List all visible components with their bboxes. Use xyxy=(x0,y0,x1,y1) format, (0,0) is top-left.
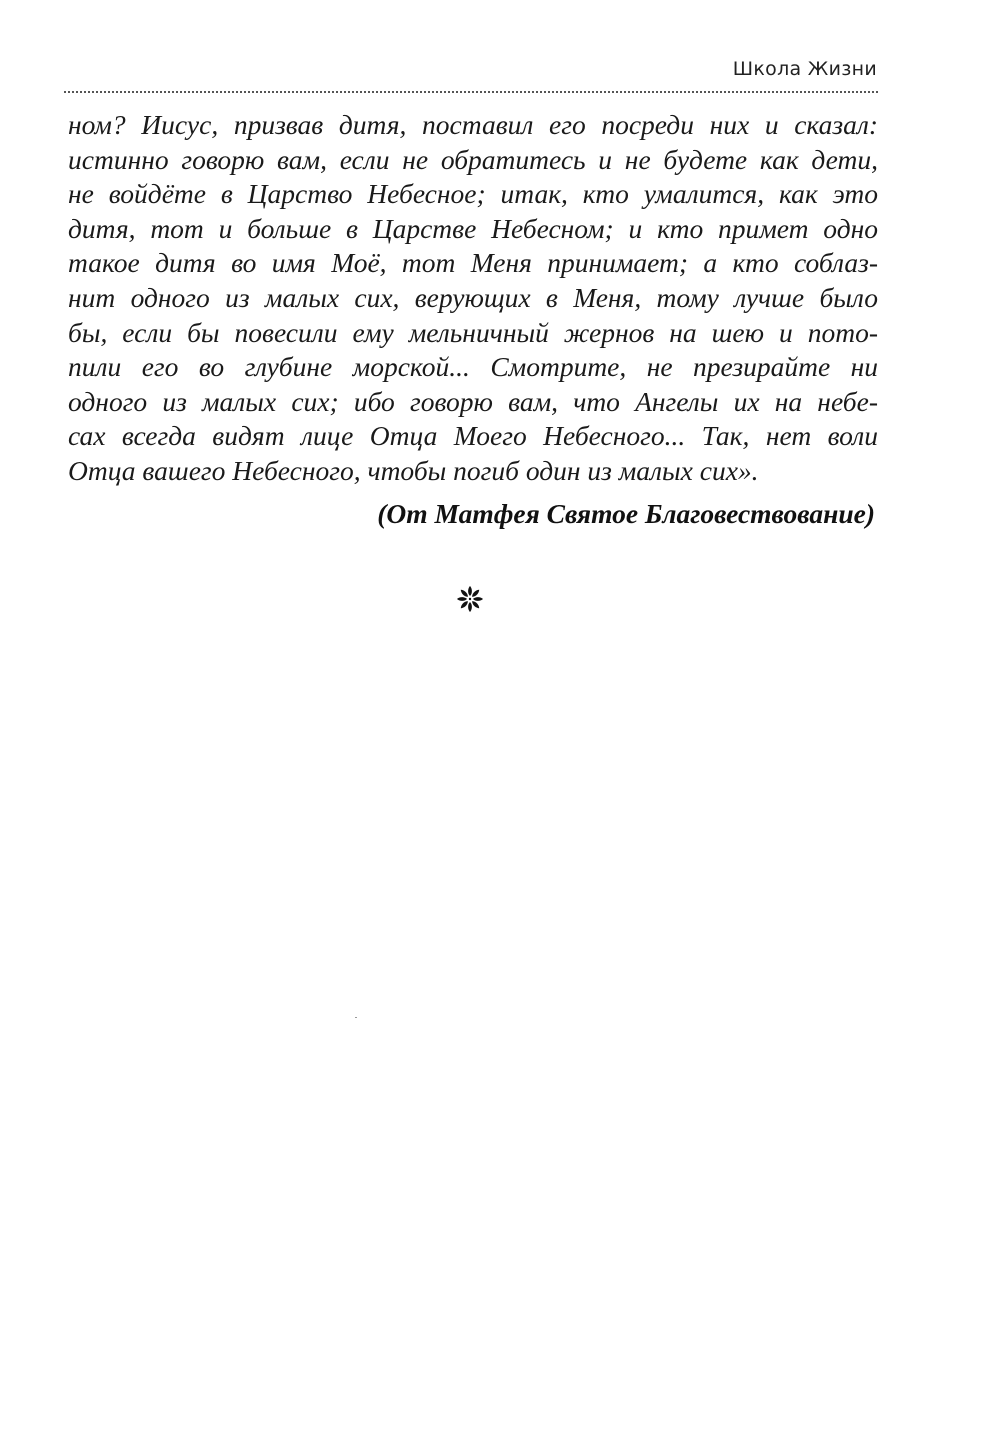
scripture-text xyxy=(68,108,878,489)
text-line: Отца вашего Небесного, чтобы погиб один из малых сих». xyxy=(68,454,759,486)
citation: (От Матфея Святое Благовествование) xyxy=(377,498,875,529)
text-line: такое дитя во имя Моё, тот Меня принимает; а кто соблаз- xyxy=(68,247,878,279)
text-line: дитя, тот и больше в Царстве Небесном; и кто примет одно xyxy=(68,212,878,244)
header-title: Школа Жизни xyxy=(732,58,877,80)
text-line: пили его во глубине морской... Смотрите, не презирайте ни xyxy=(68,351,878,383)
text-line: бы, если бы повесили ему мельничный жернов на шею и пото- xyxy=(68,316,878,348)
text-line: истинно говорю вам, если не обратитесь и не будете как дети, xyxy=(68,143,878,175)
text-line: одного из малых сих; ибо говорю вам, что Ангелы их на небе- xyxy=(68,385,878,417)
header-dotted-rule xyxy=(64,91,878,93)
text-line: не войдёте в Царство Небесное; итак, кто умалится, как это xyxy=(68,178,878,210)
flower-ornament-icon xyxy=(456,585,484,613)
text-line: сах всегда видят лице Отца Моего Небесного... Так, нет воли xyxy=(68,420,878,452)
paper-speck xyxy=(355,1017,357,1018)
text-line: нит одного из малых сих, верующих в Меня, тому лучше было xyxy=(68,281,878,313)
text-line: ном? Иисус, призвав дитя, поставил его посреди них и сказал: xyxy=(68,109,878,140)
